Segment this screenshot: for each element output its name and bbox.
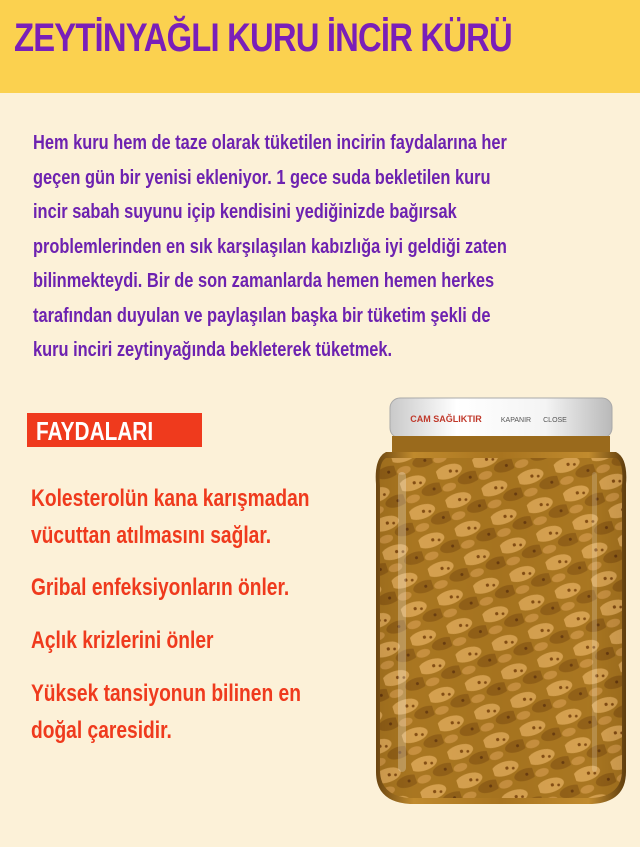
intro-line: problemlerinden en sık karşılaşılan kabızlığa iyi geldiği zaten [33,235,507,258]
page-title: ZEYTİNYAĞLI KURU İNCİR KÜRÜ [14,16,512,60]
intro-line: geçen gün bir yenisi ekleniyor. 1 gece suda bekletilen kuru [33,166,491,189]
section-label-benefits [27,413,202,447]
intro-line: tarafından duyulan ve paylaşılan başka bir tüketim şekli de [33,304,491,327]
benefit-line: Kolesterolün kana karışmadan [31,485,310,512]
benefit-line: Açlık krizlerini önler [31,627,214,654]
benefit-item-blood-pressure [31,675,367,749]
jar-contents [380,458,623,798]
benefit-item-hunger [31,622,367,659]
benefit-line: Gribal enfeksiyonların önler. [31,574,290,601]
benefit-item-cholesterol [31,480,367,554]
jar-highlight [398,472,406,772]
fig-jar-image [370,392,632,812]
jar-lid-brand: CAM SAĞLIKTIR [410,414,482,424]
intro-line: Hem kuru hem de taze olarak tüketilen incirin faydalarına her [33,132,507,154]
intro-paragraph [33,126,599,368]
benefit-item-flu [31,569,367,606]
intro-line: incir sabah suyunu içip kendisini yediğinizde bağırsak [33,201,457,223]
intro-line: bilinmekteydi. Bir de son zamanlarda hemen hemen herkes [33,270,495,292]
benefit-line: doğal çaresidir. [31,717,172,744]
benefit-line: vücuttan atılmasını sağlar. [31,522,272,549]
jar-lid-text2: CLOSE [543,417,567,424]
jar-lid-text: KAPANIR [500,417,532,424]
section-label-text: FAYDALARI [36,416,154,446]
jar-highlight [592,472,597,772]
jar-neck [392,436,610,452]
header-banner [0,0,640,93]
benefit-line: Yüksek tansiyonun bilinen en [31,680,301,707]
intro-line: kuru inciri zeytinyağında bekleterek tüketmek. [33,339,393,361]
